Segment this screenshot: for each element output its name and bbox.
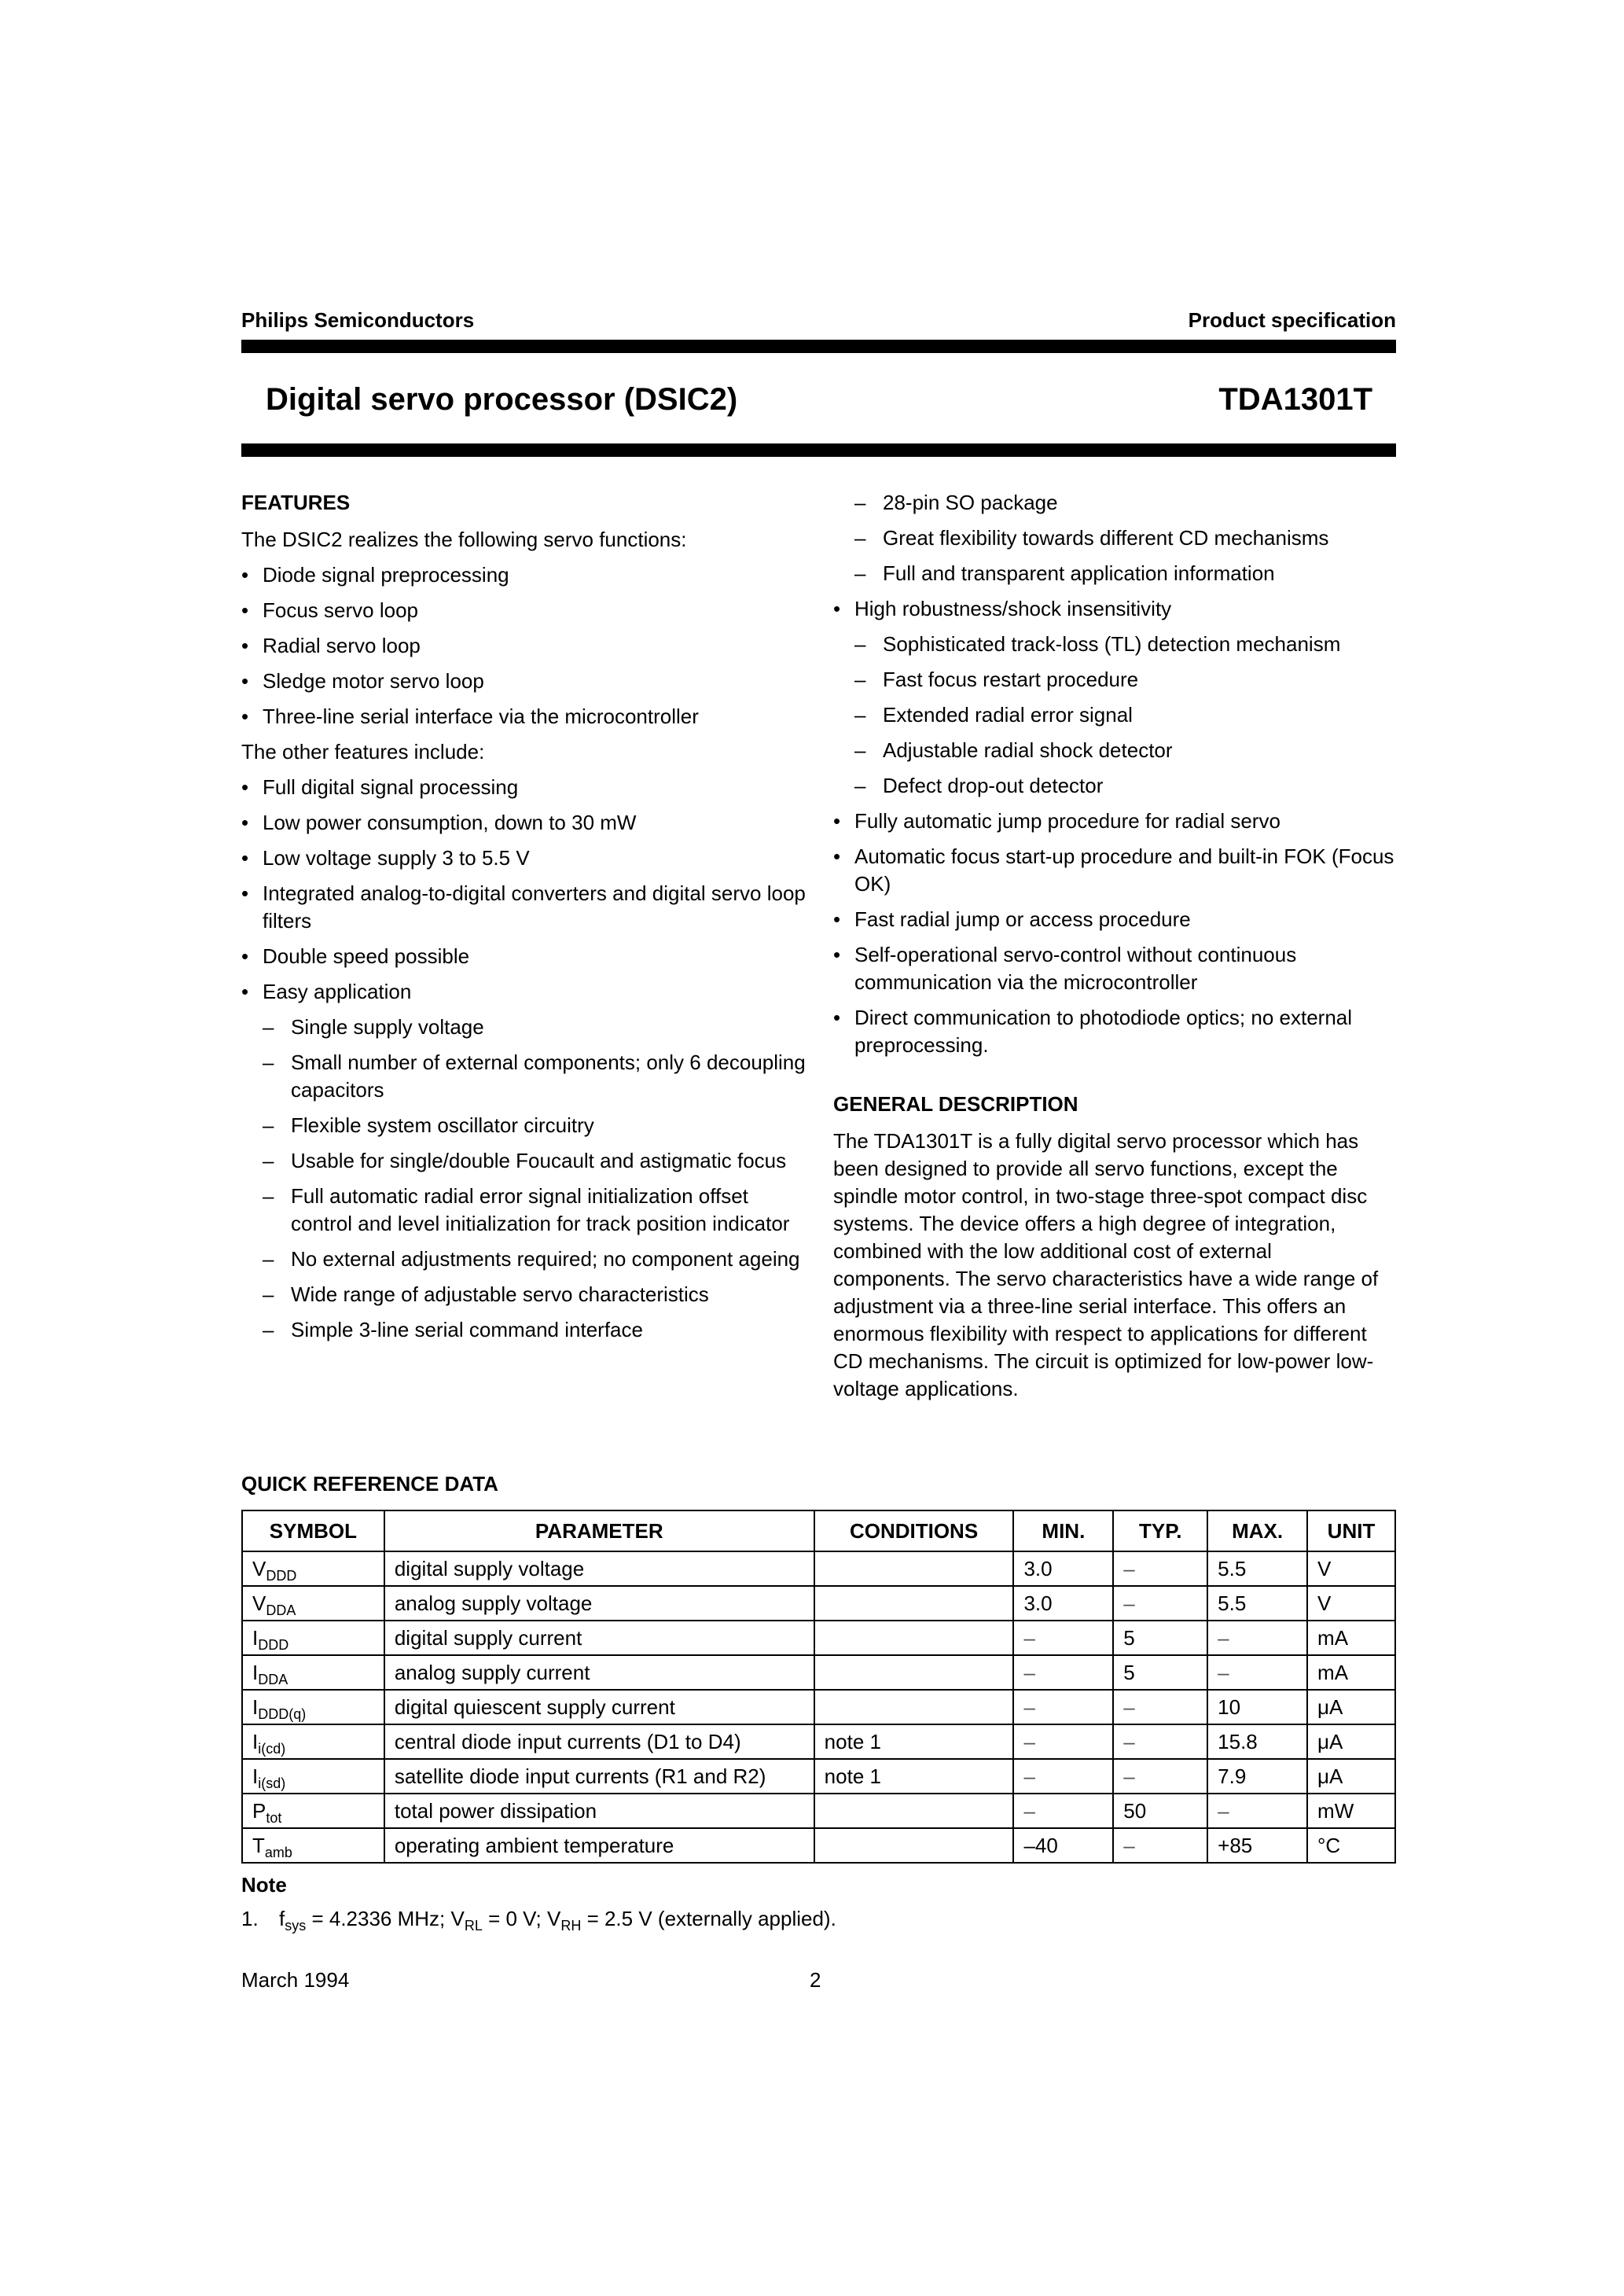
symbol-cell: $I_{i(sd)}$: [242, 1759, 384, 1794]
max-cell: 7.9: [1207, 1759, 1307, 1794]
footer-date: March 1994: [241, 1968, 350, 1992]
list-item: – Flexible system oscillator circuitry: [241, 1112, 807, 1139]
general-description-text: The TDA1301T is a fully digital servo processor which has been designed to provide all servo functions, except the spindle motor control, in two-stage three-spot compact disc systems. The device offers a high degree of integration, combined with the low additional cost of external components. The servo characteristics have a wide range of adjustment via a three-line serial interface. This offers an enormous flexibility with respect to applications for different CD mechanisms. The circuit is optimized for low-power low-voltage applications.: [833, 1129, 1379, 1400]
unit-cell: mA: [1307, 1655, 1395, 1690]
typ-cell: –: [1113, 1690, 1207, 1724]
table-row: [242, 1621, 1395, 1655]
list-item: – Usable for single/double Foucault and astigmatic focus: [241, 1147, 807, 1175]
conditions-cell: [814, 1690, 1014, 1724]
features-heading: FEATURES: [241, 491, 351, 514]
part-number: TDA1301T: [1218, 382, 1372, 417]
easy-application-sublist: [241, 1014, 807, 1344]
column-header: TYP.: [1113, 1510, 1207, 1551]
document-title: Digital servo processor (DSIC2): [266, 382, 738, 417]
unit-cell: μA: [1307, 1690, 1395, 1724]
right-column: [833, 489, 1399, 1411]
column-header: UNIT: [1307, 1510, 1395, 1551]
header-rule: [241, 340, 1396, 353]
typ-cell: –: [1113, 1724, 1207, 1759]
parameter-cell: digital supply current: [384, 1621, 814, 1655]
typ-cell: 50: [1113, 1794, 1207, 1828]
typ-cell: –: [1113, 1586, 1207, 1621]
conditions-cell: [814, 1655, 1014, 1690]
symbol-cell: $V_{DDD}$: [242, 1551, 384, 1586]
table-header-row: [242, 1510, 1395, 1551]
note-number: 1.: [241, 1907, 259, 1930]
list-item: – Defect drop-out detector: [833, 772, 1399, 800]
list-item: – Great flexibility towards different CD mechanisms: [833, 524, 1399, 552]
parameter-cell: analog supply current: [384, 1655, 814, 1690]
features-intro: The DSIC2 realizes the following servo functions:: [241, 528, 687, 551]
list-item: – Adjustable radial shock detector: [833, 737, 1399, 764]
note-content: $f_{sys} = 4.2336$ MHz; $V_{RL} = 0$ V; $V_{RH} = 2.5$ V (externally applied).: [279, 1907, 836, 1934]
min-cell: –: [1013, 1690, 1113, 1724]
quick-reference-heading: QUICK REFERENCE DATA: [241, 1472, 498, 1496]
max-cell: 10: [1207, 1690, 1307, 1724]
company-name: Philips Semiconductors: [241, 308, 475, 332]
typ-cell: –: [1113, 1759, 1207, 1794]
parameter-cell: digital supply voltage: [384, 1551, 814, 1586]
parameter-cell: analog supply voltage: [384, 1586, 814, 1621]
unit-cell: μA: [1307, 1759, 1395, 1794]
max-cell: –: [1207, 1794, 1307, 1828]
symbol-cell: $I_{i(cd)}$: [242, 1724, 384, 1759]
table-row: [242, 1828, 1395, 1863]
table-row: [242, 1655, 1395, 1690]
min-cell: –: [1013, 1759, 1113, 1794]
symbol-cell: $V_{DDA}$: [242, 1586, 384, 1621]
symbol-cell: $I_{DDA}$: [242, 1655, 384, 1690]
conditions-cell: [814, 1828, 1014, 1863]
list-item: • Fast radial jump or access procedure: [833, 906, 1399, 933]
table-row: [242, 1690, 1395, 1724]
note-text: [241, 1907, 836, 1934]
table-row: [242, 1724, 1395, 1759]
list-item: • High robustness/shock insensitivity: [833, 595, 1399, 623]
min-cell: –: [1013, 1794, 1113, 1828]
column-header: SYMBOL: [242, 1510, 384, 1551]
list-item: • Direct communication to photodiode optics; no external preprocessing.: [833, 1004, 1399, 1059]
list-item: • Full digital signal processing: [241, 774, 807, 801]
robustness-list: [833, 595, 1399, 623]
list-item: • Automatic focus start-up procedure and built-in FOK (Focus OK): [833, 843, 1399, 898]
parameter-cell: satellite diode input currents (R1 and R2): [384, 1759, 814, 1794]
column-header: PARAMETER: [384, 1510, 814, 1551]
list-item: – 28-pin SO package: [833, 489, 1399, 517]
max-cell: 5.5: [1207, 1551, 1307, 1586]
list-item: • Three-line serial interface via the microcontroller: [241, 703, 807, 730]
list-item: • Low power consumption, down to 30 mW: [241, 809, 807, 837]
min-cell: –: [1013, 1724, 1113, 1759]
conditions-cell: [814, 1586, 1014, 1621]
list-item: – Fast focus restart procedure: [833, 666, 1399, 694]
conditions-cell: [814, 1621, 1014, 1655]
min-cell: –: [1013, 1655, 1113, 1690]
table-row: [242, 1794, 1395, 1828]
robustness-sublist: [833, 631, 1399, 800]
parameter-cell: digital quiescent supply current: [384, 1690, 814, 1724]
unit-cell: μA: [1307, 1724, 1395, 1759]
max-cell: 5.5: [1207, 1586, 1307, 1621]
unit-cell: mA: [1307, 1621, 1395, 1655]
parameter-cell: operating ambient temperature: [384, 1828, 814, 1863]
parameter-cell: total power dissipation: [384, 1794, 814, 1828]
list-item: – Extended radial error signal: [833, 701, 1399, 729]
quick-reference-table: [241, 1510, 1396, 1864]
list-item: • Integrated analog-to-digital converters and digital servo loop filters: [241, 880, 807, 935]
list-item: • Self-operational servo-control without continuous communication via the microcontroller: [833, 941, 1399, 996]
typ-cell: –: [1113, 1828, 1207, 1863]
unit-cell: mW: [1307, 1794, 1395, 1828]
typ-cell: 5: [1113, 1655, 1207, 1690]
symbol-cell: $I_{DDD}$: [242, 1621, 384, 1655]
typ-cell: 5: [1113, 1621, 1207, 1655]
easy-application-sublist-cont: [833, 489, 1399, 587]
typ-cell: –: [1113, 1551, 1207, 1586]
title-rule: [241, 443, 1396, 457]
min-cell: 3.0: [1013, 1551, 1113, 1586]
unit-cell: °C: [1307, 1828, 1395, 1863]
list-item: • Radial servo loop: [241, 632, 807, 660]
column-header: CONDITIONS: [814, 1510, 1014, 1551]
list-item: • Diode signal preprocessing: [241, 561, 807, 589]
note-heading: Note: [241, 1873, 287, 1897]
conditions-cell: [814, 1794, 1014, 1828]
parameter-cell: central diode input currents (D1 to D4): [384, 1724, 814, 1759]
table-row: [242, 1551, 1395, 1586]
column-header: MAX.: [1207, 1510, 1307, 1551]
list-item: • Double speed possible: [241, 943, 807, 970]
page-number: 2: [810, 1968, 821, 1992]
list-item: – No external adjustments required; no component ageing: [241, 1246, 807, 1273]
unit-cell: V: [1307, 1551, 1395, 1586]
list-item: • Low voltage supply 3 to 5.5 V: [241, 844, 807, 872]
other-features-intro: The other features include:: [241, 740, 485, 763]
min-cell: –: [1013, 1621, 1113, 1655]
list-item: – Single supply voltage: [241, 1014, 807, 1041]
table-row: [242, 1586, 1395, 1621]
symbol-cell: $P_{tot}$: [242, 1794, 384, 1828]
more-features-list: [833, 808, 1399, 1059]
min-cell: –40: [1013, 1828, 1113, 1863]
max-cell: +85: [1207, 1828, 1307, 1863]
column-header: MIN.: [1013, 1510, 1113, 1551]
max-cell: –: [1207, 1655, 1307, 1690]
document-type: Product specification: [1188, 308, 1396, 332]
list-item: • Focus servo loop: [241, 597, 807, 624]
list-item: • Easy application: [241, 978, 807, 1006]
max-cell: 15.8: [1207, 1724, 1307, 1759]
list-item: – Small number of external components; only 6 decoupling capacitors: [241, 1049, 807, 1104]
symbol-cell: $T_{amb}$: [242, 1828, 384, 1863]
conditions-cell: note 1: [814, 1724, 1014, 1759]
unit-cell: V: [1307, 1586, 1395, 1621]
other-features-list: [241, 774, 807, 1006]
list-item: – Simple 3-line serial command interface: [241, 1316, 807, 1344]
list-item: – Wide range of adjustable servo characteristics: [241, 1281, 807, 1308]
list-item: • Sledge motor servo loop: [241, 668, 807, 695]
max-cell: –: [1207, 1621, 1307, 1655]
symbol-cell: $I_{DDD(q)}$: [242, 1690, 384, 1724]
min-cell: 3.0: [1013, 1586, 1113, 1621]
list-item: • Fully automatic jump procedure for radial servo: [833, 808, 1399, 835]
list-item: – Full and transparent application information: [833, 560, 1399, 587]
left-column: [241, 489, 807, 1352]
table-row: [242, 1759, 1395, 1794]
servo-functions-list: [241, 561, 807, 730]
conditions-cell: [814, 1551, 1014, 1586]
list-item: – Sophisticated track-loss (TL) detection mechanism: [833, 631, 1399, 658]
general-description-heading: GENERAL DESCRIPTION: [833, 1092, 1078, 1116]
conditions-cell: note 1: [814, 1759, 1014, 1794]
list-item: – Full automatic radial error signal initialization offset control and level initialization for track position indicator: [241, 1183, 807, 1238]
